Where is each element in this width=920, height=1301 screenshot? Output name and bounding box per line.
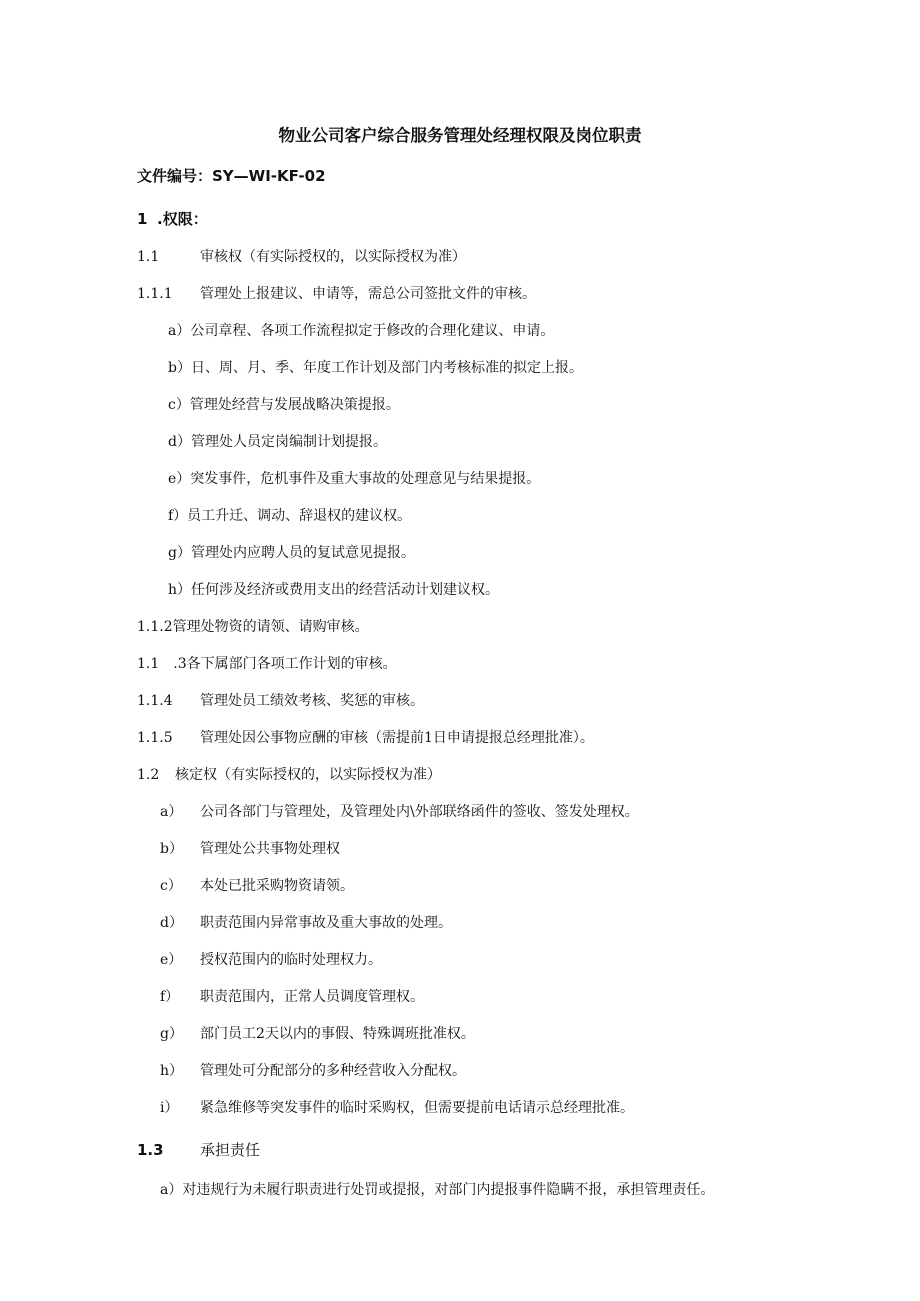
list-item-marker: g）	[160, 1026, 183, 1042]
list-item	[160, 1099, 634, 1117]
section-1-1	[137, 248, 466, 266]
section-1-1-2: 1.1.2管理处物资的请领、请购审核。	[137, 619, 369, 635]
list-item: e）突发事件，危机事件及重大事故的处理意见与结果提报。	[168, 471, 541, 487]
list-item-marker: i）	[160, 1100, 179, 1116]
section-1-1-4-number: 1.1.4	[137, 693, 173, 709]
section-1-1-3: 1.1 .3各下属部门各项工作计划的审核。	[137, 656, 397, 672]
list-item	[160, 803, 639, 821]
list-item-marker: h）	[160, 1063, 184, 1079]
list-item-text: 职责范围内异常事故及重大事故的处理。	[200, 915, 452, 931]
section-1-number: 1	[137, 210, 148, 228]
section-1-2-text: 核定权（有实际授权的，以实际授权为准）	[175, 767, 441, 783]
section-1-2	[137, 766, 441, 784]
section-1-1-1	[137, 285, 536, 303]
section-1-heading	[137, 210, 208, 228]
section-1-label: .权限：	[157, 210, 208, 228]
section-1-2-number: 1.2	[137, 767, 160, 783]
list-item-text: 管理处可分配部分的多种经营收入分配权。	[200, 1063, 466, 1079]
list-item	[160, 951, 382, 969]
document-title: 物业公司客户综合服务管理处经理权限及岗位职责	[278, 126, 642, 145]
list-item-marker: a）	[160, 804, 183, 820]
section-1-1-5-number: 1.1.5	[137, 730, 173, 746]
section-1-3-text: 承担责任	[200, 1141, 261, 1159]
list-item: f）员工升迁、调动、辞退权的建议权。	[168, 508, 412, 524]
list-item-marker: b）	[160, 841, 183, 857]
list-item: d）管理处人员定岗编制计划提报。	[168, 434, 387, 450]
list-item-marker: d）	[160, 915, 183, 931]
section-1-1-text: 审核权（有实际授权的，以实际授权为准）	[200, 249, 466, 265]
list-item	[160, 877, 354, 895]
section-1-1-number: 1.1	[137, 249, 160, 265]
list-item-text: 部门员工2天以内的事假、特殊调班批准权。	[200, 1026, 475, 1042]
list-item: b）日、周、月、季、年度工作计划及部门内考核标准的拟定上报。	[168, 360, 583, 376]
list-item: a）公司章程、各项工作流程拟定于修改的合理化建议、申请。	[168, 323, 555, 339]
section-1-1-1-text: 管理处上报建议、申请等，需总公司签批文件的审核。	[200, 286, 536, 302]
file-number: 文件编号：SY—WI-KF-02	[137, 167, 326, 185]
list-item-marker: c）	[160, 878, 182, 894]
list-item-marker: e）	[160, 952, 183, 968]
list-item-text: 公司各部门与管理处，及管理处内\外部联络函件的签收、签发处理权。	[200, 804, 639, 820]
section-1-1-4-text: 管理处员工绩效考核、奖惩的审核。	[200, 693, 424, 709]
list-item-marker: f）	[160, 989, 180, 1005]
section-1-1-5	[137, 729, 594, 747]
section-1-1-5-text: 管理处因公事物应酬的审核（需提前1日申请提报总经理批准）。	[200, 730, 594, 746]
section-1-3-heading	[137, 1141, 260, 1159]
list-item	[160, 1025, 475, 1043]
list-item	[160, 988, 424, 1006]
list-item-text: 管理处公共事物处理权	[200, 841, 340, 857]
list-item: c）管理处经营与发展战略决策提报。	[168, 397, 400, 413]
list-item: a）对违规行为未履行职责进行处罚或提报，对部门内提报事件隐瞒不报，承担管理责任。	[160, 1182, 715, 1198]
section-1-1-4	[137, 692, 424, 710]
list-item	[160, 1062, 466, 1080]
list-item-text: 职责范围内，正常人员调度管理权。	[200, 989, 424, 1005]
list-item-text: 紧急维修等突发事件的临时采购权，但需要提前电话请示总经理批准。	[200, 1100, 634, 1116]
section-1-3-number: 1.3	[137, 1141, 164, 1159]
section-1-1-1-number: 1.1.1	[137, 286, 173, 302]
list-item	[160, 914, 452, 932]
list-item-text: 本处已批采购物资请领。	[200, 878, 354, 894]
list-item: h）任何涉及经济或费用支出的经营活动计划建议权。	[168, 582, 500, 598]
list-item: g）管理处内应聘人员的复试意见提报。	[168, 545, 415, 561]
list-item-text: 授权范围内的临时处理权力。	[200, 952, 382, 968]
list-item	[160, 840, 340, 858]
